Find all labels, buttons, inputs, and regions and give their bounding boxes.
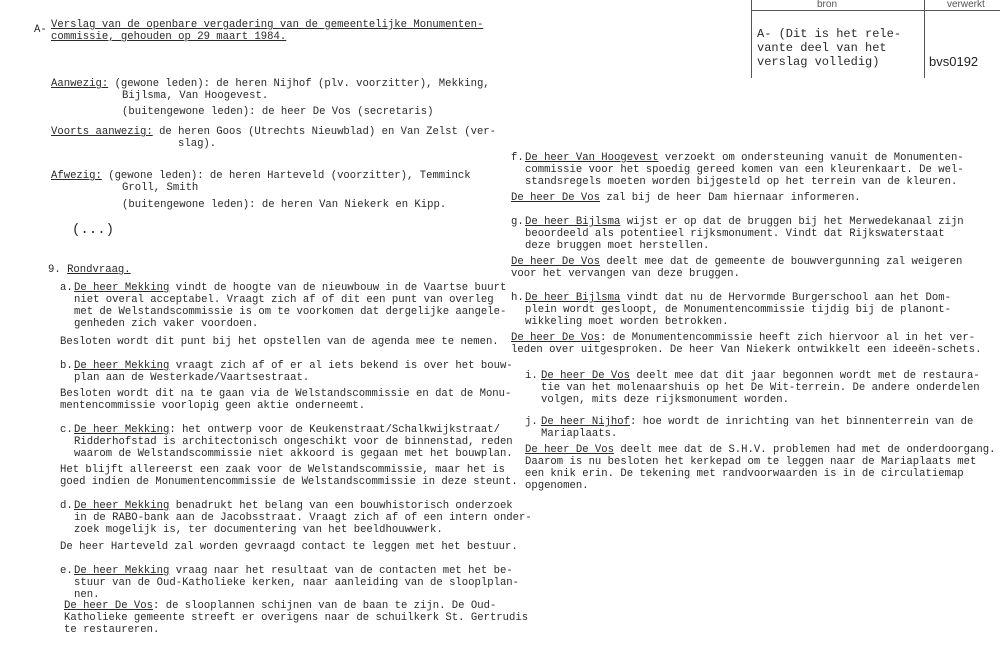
item-e-text-4: : de slooplannen schijnen van de baan te zijn. De Oud-: [153, 600, 497, 612]
item-i-text-1: deelt mee dat dit jaar begonnen wordt met de restaura-: [630, 370, 980, 382]
bron-label: bron: [817, 0, 838, 10]
item-h-line-2: plein wordt gesloopt, de Monumentencommissie tijdig bij de planont-: [525, 304, 951, 316]
item-f-line-1: [525, 152, 964, 164]
item-f-text-1: verzoekt om ondersteuning vanuit de Monumenten-: [658, 152, 964, 164]
title-prefix: A-: [34, 24, 47, 36]
header-border-left: [751, 0, 752, 78]
item-e-line-2: stuur van de Oud-Katholieke kerken, naar aanleiding van de slooplplan-: [74, 577, 520, 589]
item-d-line-1: [74, 500, 513, 512]
item-j-text-1: : hoe wordt de inrichting van het binnenterrein van de: [630, 416, 974, 428]
item-f-response-speaker: De heer De Vos: [511, 192, 601, 204]
item-a-speaker: De heer Mekking: [74, 282, 170, 294]
item-i-letter: i.: [525, 370, 538, 382]
item-f-response-text: zal bij de heer Dam hiernaar informeren.: [600, 192, 861, 204]
item-h-line-1: [525, 292, 951, 304]
item-g-text-1: wijst er op dat de bruggen bij het Merwedekanaal zijn: [620, 216, 964, 228]
item-h-response-1: [511, 332, 975, 344]
item-i-line-1: [541, 370, 980, 382]
item-a-text-1: vindt de hoogte van de nieuwbouw in de Vaartse buurt: [169, 282, 507, 294]
item-h-response-2: leden over uitgesproken. De heer Van Niekerk ontwikkelt een ideeën-schets.: [511, 344, 982, 356]
item-d-text-1: benadrukt het belang van een bouwhistorisch onderzoek: [169, 500, 513, 512]
aanwezig-label: Aanwezig:: [51, 78, 109, 90]
item-g-response-text-1: deelt mee dat de gemeente de bouwvergunning zal weigeren: [600, 256, 963, 268]
item-g-response-1: [511, 256, 962, 268]
section-number: 9.: [48, 264, 68, 276]
voorts-label: Voorts aanwezig:: [51, 126, 153, 138]
header-border-mid: [924, 0, 925, 78]
item-b-line-1: [74, 360, 513, 372]
document-reference: bvs0192: [929, 54, 979, 69]
item-g-response-2: voor het vervangen van deze bruggen.: [511, 268, 740, 280]
item-g-letter: g.: [511, 216, 524, 228]
item-e-line-1: [74, 565, 513, 577]
item-e-line-3: nen.: [74, 589, 100, 601]
item-c-resolution-2: goed indien de Monumentencommissie de Welstandscommissie in deze steunt.: [60, 476, 518, 488]
item-b-resolution-2: mentencommissie voorlopig geen aktie onderneemt.: [60, 400, 366, 412]
afwezig-line-1: [51, 170, 471, 182]
item-h-response-speaker: De heer De Vos: [511, 332, 601, 344]
item-c-line-3: waarom de Welstandscommissie niet akkoord is gegaan met het bouwplan.: [74, 448, 513, 460]
item-h-response-text-1: : de Monumentencommissie heeft zich hiervoor al in het ver-: [600, 332, 976, 344]
item-c-line-1: [74, 424, 500, 436]
voorts-text-1: de heren Goos (Utrechts Nieuwblad) en Van Zelst (ver-: [152, 126, 497, 138]
item-b-text-1: vraagt zich af of er al iets bekend is over het bouw-: [169, 360, 513, 372]
item-e-line-6: te restaureren.: [64, 624, 160, 636]
item-h-line-3: wikkeling moet worden betrokken.: [525, 316, 729, 328]
item-f-letter: f.: [511, 152, 524, 164]
item-f-line-3: standsregels moeten worden bijgesteld op het terrein van de kleuren.: [525, 176, 958, 188]
item-b-resolution-1: Besloten wordt dit na te gaan via de Welstandscommissie en dat de Monu-: [60, 388, 512, 400]
aanwezig-text-1: (gewone leden): de heren Nijhof (plv. voorzitter), Mekking,: [108, 78, 490, 90]
item-j-response-3: een knik erin. De tekening met randvoorwaarden is in de circulatiemap: [525, 468, 964, 480]
item-a-line-1: [74, 282, 506, 294]
afwezig-text-1: (gewone leden): de heren Harteveld (voorzitter), Temminck: [101, 170, 471, 182]
item-c-line-2: Ridderhofstad is architectonisch ongeschikt voor de binnenstad, reden: [74, 436, 513, 448]
item-e-speaker: De heer Mekking: [74, 565, 170, 577]
item-j-response-2: Daarom is nu besloten het kerkepad om te leggen naar de Mariaplaats met: [525, 456, 977, 468]
aanwezig-line-1: [51, 78, 490, 90]
item-h-speaker: De heer Bijlsma: [525, 292, 621, 304]
item-e-text-1: vraag naar het resultaat van de contacten met het be-: [169, 565, 513, 577]
item-d-letter: d.: [60, 500, 73, 512]
item-b-line-2: plan aan de Westerkade/Vaartsestraat.: [74, 372, 310, 384]
item-f-line-2: commissie voor het spoedig gereed komen van een kleurenkaart. De wel-: [525, 164, 964, 176]
item-e-line-5: Katholieke gemeente streeft er overigens naar de schuilkerk St. Gertrudis: [64, 612, 529, 624]
item-a-line-3: met de Welstandscommissie is om te voorkomen dat dergelijke aangele-: [74, 306, 507, 318]
item-b-speaker: De heer Mekking: [74, 360, 170, 372]
item-j-speaker: De heer Nijhof: [541, 416, 631, 428]
item-j-response-text-1: deelt mee dat de S.H.V. problemen had met de onderdoorgang.: [614, 444, 996, 456]
item-e-line-4: [64, 600, 496, 612]
item-c-speaker: De heer Mekking: [74, 424, 170, 436]
item-d-line-3: zoek mogelijk is, ter documentering van het beeldhouwwerk.: [74, 524, 443, 536]
item-i-speaker: De heer De Vos: [541, 370, 631, 382]
item-b-letter: b.: [60, 360, 73, 372]
item-d-speaker: De heer Mekking: [74, 500, 170, 512]
item-g-response-speaker: De heer De Vos: [511, 256, 601, 268]
item-j-response-4: opgenomen.: [525, 480, 589, 492]
item-e-speaker-2: De heer De Vos: [64, 600, 154, 612]
item-h-letter: h.: [511, 292, 524, 304]
item-c-resolution-1: Het blijft allereerst een zaak voor de Welstandscommissie, maar het is: [60, 464, 506, 476]
title-line-2: commissie, gehouden op 29 maart 1984.: [51, 31, 287, 43]
aanwezig-line-3: (buitengewone leden): de heer De Vos (secretaris): [122, 106, 434, 118]
item-j-response-speaker: De heer De Vos: [525, 444, 615, 456]
voorts-line-2: slag).: [178, 138, 217, 150]
title-line-1: Verslag van de openbare vergadering van de gemeentelijke Monumenten-: [51, 19, 484, 31]
item-d-line-2: in de RABO-bank aan de Jacobsstraat. Vraagt zich af of een intern onder-: [74, 512, 532, 524]
archive-header-box: [751, 0, 1000, 78]
omission-ellipsis: (...): [72, 222, 115, 238]
item-j-line-2: Mariaplaats.: [541, 428, 618, 440]
verwerkt-label: verwerkt: [947, 0, 985, 10]
item-c-text-1: : het ontwerp voor de Keukenstraat/Schalkwijkstraat/: [169, 424, 500, 436]
item-g-line-2: beoordeeld als potentieel rijksmonument. Vindt dat Rijkswaterstaat: [525, 228, 945, 240]
item-g-speaker: De heer Bijlsma: [525, 216, 621, 228]
afwezig-line-2: Groll, Smith: [122, 182, 199, 194]
item-d-resolution: De heer Harteveld zal worden gevraagd contact te leggen met het bestuur.: [60, 541, 518, 553]
item-g-line-1: [525, 216, 964, 228]
afwezig-line-3: (buitengewone leden): de heren Van Niekerk en Kipp.: [122, 199, 447, 211]
item-a-resolution: Besloten wordt dit punt bij het opstellen van de agenda mee te nemen.: [60, 336, 499, 348]
section-title: Rondvraag.: [67, 264, 131, 276]
item-a-line-4: genheden zich vaker voordoen.: [74, 318, 259, 330]
item-f-speaker: De heer Van Hoogevest: [525, 152, 659, 164]
relevance-note: A- (Dit is het rele- vante deel van het verslag volledig): [757, 27, 902, 69]
section-heading: [48, 264, 131, 276]
item-a-letter: a.: [60, 282, 73, 294]
item-h-text-1: vindt dat nu de Hervormde Burgerschool aan het Dom-: [620, 292, 951, 304]
afwezig-label: Afwezig:: [51, 170, 102, 182]
item-c-letter: c.: [60, 424, 73, 436]
aanwezig-line-2: Bijlsma, Van Hoogevest.: [122, 90, 269, 102]
item-j-letter: j.: [525, 416, 538, 428]
item-i-line-3: volgen, mits deze rijksmonument worden.: [541, 394, 789, 406]
item-f-response: [511, 192, 861, 204]
item-i-line-2: tie van het molenaarshuis op het De Wit-terrein. De andere onderdelen: [541, 382, 980, 394]
item-j-line-1: [541, 416, 973, 428]
item-a-line-2: niet overal acceptabel. Vraagt zich af of dit een punt van overleg: [74, 294, 494, 306]
item-e-letter: e.: [60, 565, 73, 577]
item-j-response-1: [525, 444, 995, 456]
item-g-line-3: deze bruggen moet herstellen.: [525, 240, 710, 252]
voorts-line-1: [51, 126, 496, 138]
